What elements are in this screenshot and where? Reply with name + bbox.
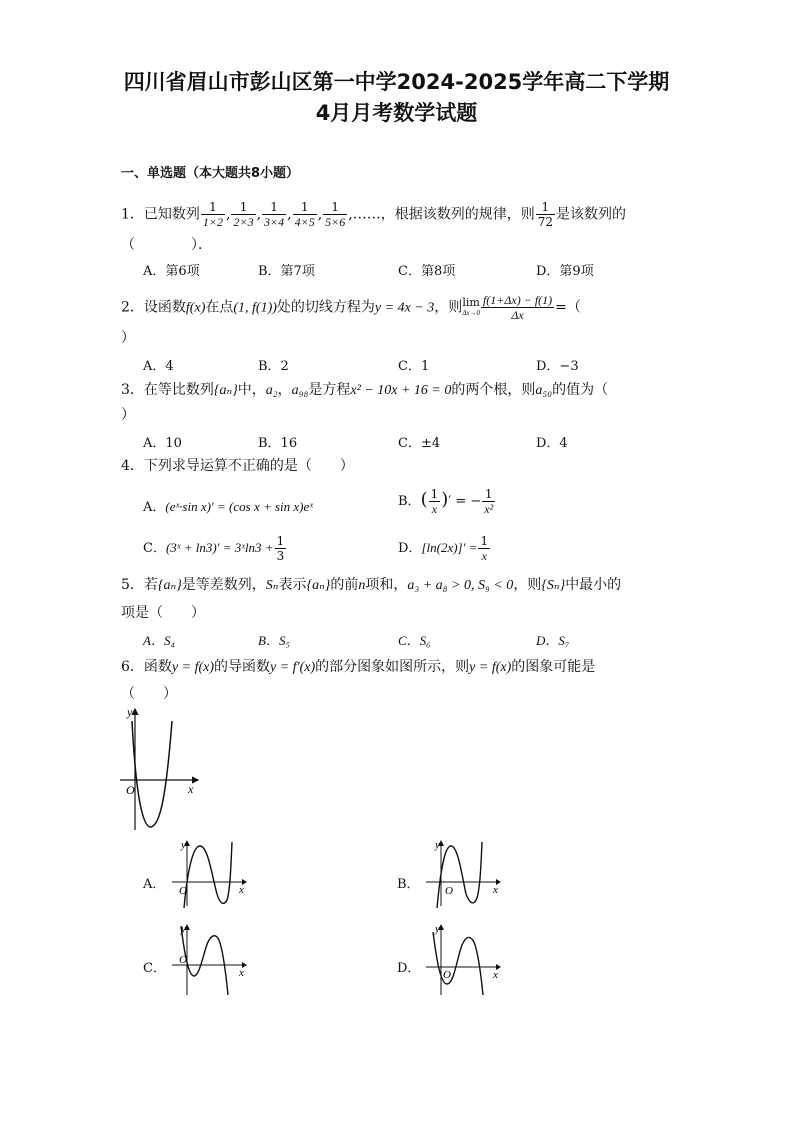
seq-term-num: 1	[201, 200, 225, 215]
q4-b-rhs-num: 1	[482, 487, 495, 502]
q6-option-c[interactable]: C．	[143, 961, 166, 976]
q5-option-d[interactable]: D．S₇	[536, 633, 570, 648]
seq-term-den: 4×5	[294, 215, 315, 229]
seq-term-5	[323, 200, 347, 229]
q2-text-e: =（	[555, 299, 581, 316]
x-axis-label: x	[188, 782, 194, 796]
q4-c-frac	[275, 534, 287, 563]
q2-text-c: 处的切线方程为	[276, 299, 375, 316]
q5-n: n	[358, 578, 366, 593]
q6-text-d: 的图象可能是	[511, 659, 596, 675]
q1-option-d[interactable]: D．第9项	[536, 264, 594, 279]
q1-number: 1．	[121, 206, 144, 223]
q4-option-d[interactable]	[398, 534, 491, 563]
q6-text-b: 的导函数	[214, 659, 271, 675]
q5-text-a: 5．若	[121, 577, 158, 593]
q4-b-label: B．	[398, 494, 421, 509]
q2-tangent-eq: y = 4x − 3	[374, 300, 435, 316]
derivative-graph	[118, 703, 208, 833]
q3-a50: a₅₀	[535, 383, 553, 398]
q4-c-label: C．	[143, 541, 166, 556]
q4-option-b[interactable]: B．( $\frac{1}{x}$ )′ = − $\frac{1}{\text{x²}}$	[398, 487, 494, 516]
seq-term-den: 2×3	[233, 215, 254, 229]
q4-c-num: 1	[276, 534, 285, 548]
seq-term-4	[293, 200, 317, 229]
q4-b-lhs-den: x	[431, 502, 438, 516]
q5-text-c: 表示	[278, 577, 307, 593]
axis-x: x	[493, 884, 498, 896]
q2-lim-num: f(1+Δx) − f(1)	[482, 293, 553, 307]
q3-text-a: 3．在等比数列	[121, 382, 214, 398]
origin: O	[445, 885, 453, 897]
q1-option-a[interactable]: A．第6项	[143, 264, 200, 279]
q6-option-b[interactable]: B．	[397, 877, 420, 892]
q5-seq-2: {aₙ}	[306, 578, 331, 593]
q6-graph-c[interactable]	[172, 920, 252, 996]
q2-limit-fraction	[481, 293, 554, 322]
q4-b-lhs	[429, 487, 441, 516]
q5-text-d: 的前	[330, 577, 359, 593]
question-3	[121, 380, 608, 401]
q1-fraction-den: 72	[537, 215, 554, 229]
q2-point: (1, f(1))	[233, 300, 277, 316]
q2-option-a[interactable]: A．4	[143, 359, 174, 374]
axis-x: x	[239, 967, 244, 979]
q6-text-a: 6．函数	[121, 659, 172, 675]
origin-label: O	[126, 783, 135, 797]
q1-text-a: 已知数列	[143, 206, 200, 223]
q2-text-b: 在点	[205, 299, 234, 316]
curve-b	[437, 842, 482, 908]
q5-text-g: 中最小的	[565, 577, 622, 593]
q1-fraction-num: 1	[536, 200, 555, 215]
q6-text-c: 的部分图象如图所示，则	[315, 659, 470, 675]
q6-option-a[interactable]: A．	[143, 877, 166, 892]
q3-a98: a₉₈	[291, 383, 309, 398]
q3-option-a[interactable]: A．10	[143, 436, 182, 451]
section-heading: 一、单选题（本大题共8小题）	[121, 166, 300, 181]
q4-d-den: x	[481, 549, 487, 563]
question-2	[121, 293, 581, 322]
q6-line2: （ ）	[121, 686, 177, 702]
seq-term-den: 5×6	[325, 215, 346, 229]
q4-d-num: 1	[480, 534, 489, 548]
q6-graph-b[interactable]	[426, 836, 506, 908]
q2-option-b[interactable]: B．2	[258, 359, 289, 374]
q3-option-d[interactable]: D．4	[536, 436, 568, 451]
seq-term-num: 1	[231, 200, 255, 215]
q4-option-c[interactable]	[143, 534, 287, 563]
q2-option-d[interactable]: D．−3	[536, 359, 579, 374]
origin: O	[443, 969, 451, 981]
q1-blank: （ ）．	[121, 237, 212, 253]
q4-a-expr: (eˣ·sin x)′ = (cos x + sin x)eˣ	[165, 499, 313, 514]
q3-equation: x² − 10x + 16 = 0	[350, 383, 452, 398]
q3-text-e: 的两个根，则	[451, 382, 536, 398]
q2-lim-sub: Δx→0	[462, 308, 480, 317]
q2-fx: f(x)	[185, 300, 206, 316]
q1-option-b[interactable]: B．第7项	[258, 264, 315, 279]
question-6	[121, 657, 595, 678]
q5-seq: {aₙ}	[157, 578, 182, 593]
q3-option-b[interactable]: B．16	[258, 436, 298, 451]
q1-text-c: 是该数列的	[556, 206, 627, 223]
axis-y: y	[435, 923, 440, 935]
q2-limit	[462, 297, 480, 319]
q4-b-lhs-num: 1	[430, 487, 439, 501]
q4-d-frac	[478, 534, 490, 563]
q4-b-rhs	[482, 487, 495, 516]
question-5	[121, 575, 621, 596]
q2-lim-den: Δx	[511, 308, 524, 322]
q4-b-mid: ′ = −	[448, 494, 482, 509]
origin: O	[179, 954, 187, 966]
seq-term-den: 1×2	[202, 215, 224, 229]
q5-option-b[interactable]: B．S₅	[258, 633, 290, 648]
seq-term-num: 1	[293, 200, 317, 215]
axis-y: y	[181, 923, 186, 935]
q3-text-c: ，	[277, 382, 292, 398]
origin: O	[179, 885, 187, 897]
q1-fraction	[536, 200, 555, 229]
q6-option-d[interactable]: D．	[397, 961, 421, 976]
q5-ssn: {Sₙ}	[541, 578, 566, 593]
seq-term-1	[201, 200, 225, 229]
q6-graph-a[interactable]	[172, 836, 252, 908]
q4-c-expr: (3ˣ + ln3)′ = 3ˣln3 +	[165, 540, 274, 555]
axis-x: x	[493, 969, 498, 981]
q5-option-a[interactable]: A．S₄	[143, 633, 175, 648]
q5-line2: 项是（ ）	[121, 605, 205, 621]
q3-text-f: 的值为（	[552, 382, 609, 398]
curve-c	[181, 926, 228, 995]
page-title: 四川省眉山市彭山区第一中学2024-2025学年高二下学期	[123, 70, 670, 94]
q4-d-label: D．	[398, 541, 422, 556]
q4-a-label: A．	[143, 500, 166, 515]
q1-text-b: ，根据该数列的规律，则	[380, 206, 535, 223]
q4-c-den: 3	[276, 549, 285, 563]
q5-text-f: ，则	[513, 577, 542, 593]
seq-term-num: 1	[323, 200, 347, 215]
q6-f2: y = f′(x)	[270, 660, 316, 675]
q1-option-c[interactable]: C．第8项	[398, 264, 456, 279]
q6-f1: y = f(x)	[171, 660, 215, 675]
q3-close: ）	[121, 407, 135, 423]
q5-text-e: 项和，	[365, 577, 408, 593]
q6-f3: y = f(x)	[469, 660, 512, 675]
axis-x: x	[239, 884, 244, 896]
seq-term-num: 1	[262, 200, 286, 215]
axis-y: y	[435, 839, 440, 851]
q2-text-d: ，则	[434, 299, 463, 316]
q5-option-c[interactable]: C．S₆	[398, 633, 431, 648]
q3-text-b: 中，	[237, 382, 266, 398]
q3-text-d: 是方程	[308, 382, 351, 398]
q5-sn: Sₙ	[265, 578, 279, 593]
page-subtitle: 4月月考数学试题	[315, 101, 478, 125]
y-axis-label: y	[127, 705, 133, 719]
q3-a2: a₂	[265, 383, 278, 398]
q2-option-c[interactable]: C．1	[398, 359, 430, 374]
q6-graph-d[interactable]	[426, 920, 506, 996]
q5-condition: a₃ + a₈ > 0, S₉ < 0	[407, 578, 514, 593]
q2-lim-word: lim	[462, 295, 480, 309]
q3-option-c[interactable]: C．±4	[398, 436, 441, 451]
q3-seq: {aₙ}	[213, 383, 238, 398]
seq-term-2	[231, 200, 255, 229]
question-1: 1．已知数列 $\frac{1}{1\times 2}$ , $\frac{1}{2\times 3}$ , $\frac{1}{3\times 4}$ , $\frac{1}{4\times 5}$ , $\frac{1}{5\times 6}$ ,……，根据该数列的规律，则 $\frac{1}{72}$ 是该数列的	[121, 200, 627, 229]
seq-ellipsis: ,……	[348, 206, 381, 223]
q4-option-a[interactable]	[143, 496, 313, 515]
question-4: 4．下列求导运算不正确的是（ ）	[121, 458, 354, 474]
seq-term-den: 3×4	[264, 215, 285, 229]
seq-term-3	[262, 200, 286, 229]
axis-y: y	[181, 839, 186, 851]
derivative-curve	[132, 721, 172, 827]
q4-d-expr: [ln(2x)]′ =	[421, 540, 478, 555]
q2-text-a: 2．设函数	[121, 299, 186, 316]
q4-b-rhs-den: x²	[484, 502, 494, 516]
q5-text-b: 是等差数列，	[181, 577, 266, 593]
curve-a	[184, 842, 232, 908]
q2-close: ）	[121, 330, 135, 346]
